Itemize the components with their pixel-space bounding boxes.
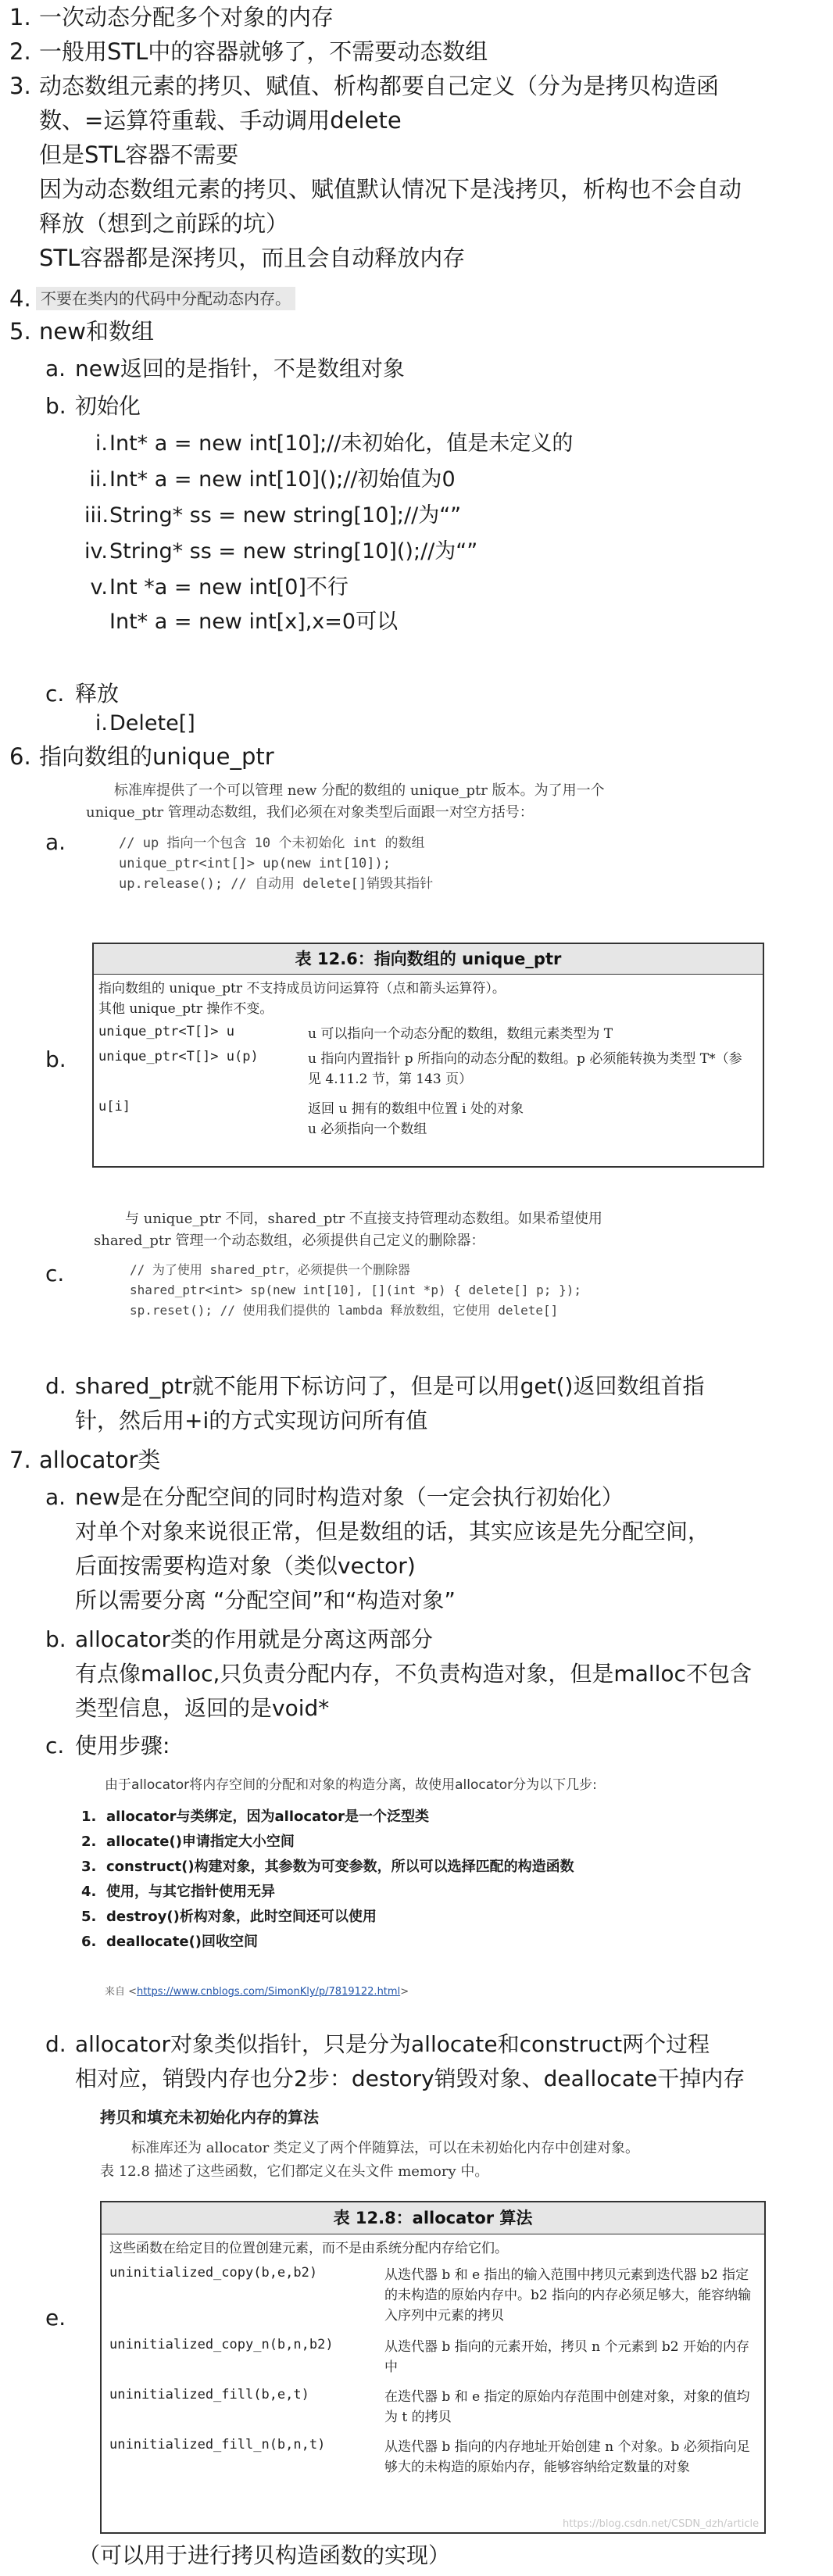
step-num: 3.: [81, 1859, 97, 1875]
table-row: [98, 1049, 755, 1096]
sub-num: c.: [45, 1733, 65, 1758]
code-line: sp.reset(); // 使用我们提供的 lambda 释放数组，它使用 delete[]: [130, 1303, 559, 1318]
item-7a-line: 后面按需要构造对象（类似vector): [75, 1553, 416, 1579]
sub-num: c.: [45, 1261, 65, 1286]
item-5-text: new和数组: [39, 318, 154, 345]
source-line: [105, 1984, 409, 2001]
step-text: construct()构建对象，其参数为可变参数，所以可以选择匹配的构造函数: [106, 1859, 574, 1875]
item-6d-line: 针，然后用+i的方式实现访问所有值: [75, 1408, 428, 1433]
list-num-1: 1.: [9, 4, 31, 30]
sub-num: a.: [45, 829, 66, 855]
table-cell-code: unique_ptr<T[]> u(p): [98, 1049, 259, 1064]
init-line: Int *a = new int[0]不行: [109, 575, 349, 599]
step-num: 6.: [81, 1934, 97, 1950]
roman-num: iv.: [84, 539, 108, 564]
roman-num: v.: [90, 575, 108, 599]
item-1-text: 一次动态分配多个对象的内存: [39, 4, 334, 30]
item-7c-text: 使用步骤:: [75, 1733, 170, 1758]
table-cell-desc: 从迭代器 b 指向的元素开始，拷贝 n 个元素到 b2 开始的内存中: [384, 2339, 749, 2375]
item-7-text: allocator类: [39, 1447, 161, 1473]
list-num-4: 4.: [9, 285, 31, 312]
item-5b-text: 初始化: [75, 393, 141, 419]
step-num: 5.: [81, 1909, 97, 1925]
sub-num: c.: [45, 681, 65, 707]
item-7b-line: 类型信息，返回的是void*: [75, 1695, 330, 1721]
item-6-text: 指向数组的unique_ptr: [39, 743, 274, 770]
code-line: shared_ptr<int> sp(new int[10], [](int *p) { delete[] p; });: [130, 1283, 581, 1297]
roman-num: ii.: [89, 467, 108, 492]
release-line: Delete[]: [109, 711, 195, 735]
init-line: Int* a = new int[10];//未初始化，值是未定义的: [109, 431, 574, 456]
book-text: 表 12.8 描述了这些函数，它们都定义在头文件 memory 中。: [100, 2163, 489, 2180]
code-line: unique_ptr<int[]> up(new int[10]);: [119, 856, 391, 871]
init-line: String* ss = new string[10];//为“”: [109, 503, 462, 528]
init-line: String* ss = new string[10]();//为“”: [109, 539, 478, 564]
step-num: 1.: [81, 1809, 97, 1825]
book-text: 与 unique_ptr 不同，shared_ptr 不直接支持管理动态数组。如果希望使用: [125, 1211, 602, 1227]
book-text: 标准库提供了一个可以管理 new 分配的数组的 unique_ptr 版本。为了用一个: [114, 782, 605, 799]
item-3-line: 释放（想到之前踩的坑）: [39, 210, 289, 237]
sub-num: a.: [45, 1484, 66, 1510]
watermark-text: https://blog.csdn.net/CSDN_dzh/article: [563, 2518, 760, 2530]
sub-num: a.: [45, 356, 66, 381]
table-cell-desc: u 指向内置指针 p 所指向的动态分配的数组。p 必须能转换为类型 T*（参见 4.11.2 节，第 143 页）: [308, 1051, 742, 1087]
roman-num: i.: [95, 711, 108, 735]
list-num-2: 2.: [9, 38, 31, 65]
source-prefix: 来自 <: [105, 1986, 138, 1998]
code-line: // 为了使用 shared_ptr，必须提供一个删除器: [130, 1262, 410, 1277]
step-num: 4.: [81, 1884, 97, 1900]
steps-intro: 由于allocator将内存空间的分配和对象的构造分离，故使用allocator分为以下几步:: [105, 1777, 597, 1793]
table-note: 这些函数在给定目的位置创建元素，而不是由系统分配内存给它们。: [109, 2241, 508, 2256]
list-num-5: 5.: [9, 318, 31, 345]
step-text: deallocate()回收空间: [106, 1934, 259, 1950]
init-line: Int* a = new int[10]();//初始值为0: [109, 467, 456, 492]
roman-num: iii.: [84, 503, 109, 528]
code-line: up.release(); // 自动用 delete[]销毁其指针: [119, 876, 434, 892]
item-7b-line: 有点像malloc,只负责分配内存，不负责构造对象，但是malloc不包含: [75, 1661, 752, 1687]
table-row: [109, 2265, 758, 2331]
table-cell-desc: 在迭代器 b 和 e 指定的原始内存范围中创建对象，对象的值均为 t 的拷贝: [384, 2389, 750, 2425]
item-7d-line: 相对应，销毁内存也分2步：destory销毁对象、deallocate干掉内存: [75, 2066, 745, 2091]
item-4-snippet: 不要在类内的代码中分配动态内存。: [36, 287, 295, 310]
step-text: allocator与类绑定，因为allocator是一个泛型类: [106, 1809, 430, 1825]
table-note: 指向数组的 unique_ptr 不支持成员访问运算符（点和箭头运算符）。: [98, 981, 506, 996]
table-cell-code: uninitialized_copy_n(b,n,b2): [109, 2337, 334, 2352]
source-link[interactable]: https://www.cnblogs.com/SimonKly/p/7819122.html: [137, 1986, 401, 1998]
table-row: [109, 2387, 758, 2431]
list-num-3: 3.: [9, 73, 31, 99]
roman-num: i.: [95, 431, 108, 456]
item-6d-line: shared_ptr就不能用下标访问了，但是可以用get()返回数组首指: [75, 1373, 705, 1399]
item-3-line: 动态数组元素的拷贝、赋值、析构都要自己定义（分为是拷贝构造函: [39, 73, 720, 99]
step-text: 使用，与其它指针使用无异: [106, 1884, 275, 1900]
table-row: [109, 2337, 758, 2381]
table-cell-code: unique_ptr<T[]> u: [98, 1024, 234, 1039]
item-7a-line: 所以需要分离 “分配空间”和“构造对象”: [75, 1587, 456, 1613]
item-5a-text: new返回的是指针，不是数组对象: [75, 356, 405, 381]
table-title: 表 12.8：allocator 算法: [102, 2202, 764, 2234]
source-suffix: >: [400, 1986, 409, 1998]
item-3-line: 但是STL容器不需要: [39, 141, 239, 168]
item-5c-text: 释放: [75, 681, 120, 707]
table-cell-desc: 从迭代器 b 指向的内存地址开始创建 n 个对象。b 必须指向足够大的未构造的原始内存，能够容纳给定数量的对象: [384, 2439, 750, 2475]
book-text: 标准库还为 allocator 类定义了两个伴随算法，可以在未初始化内存中创建对象。: [131, 2140, 640, 2156]
sub-num: b.: [45, 393, 66, 419]
item-2-text: 一般用STL中的容器就够了，不需要动态数组: [39, 38, 488, 65]
sub-num: b.: [45, 1046, 66, 1072]
item-7a-line: new是在分配空间的同时构造对象（一定会执行初始化）: [75, 1484, 624, 1510]
table-cell-code: uninitialized_fill(b,e,t): [109, 2387, 309, 2402]
table-row: [109, 2437, 758, 2503]
item-3-line: 数、=运算符重载、手动调用delete: [39, 107, 402, 134]
book-heading: 拷贝和填充未初始化内存的算法: [100, 2108, 319, 2127]
table-note: 其他 unique_ptr 操作不变。: [98, 1001, 273, 1017]
step-num: 2.: [81, 1834, 97, 1850]
item-7b-line: allocator类的作用就是分离这两部分: [75, 1626, 434, 1652]
code-line: // up 指向一个包含 10 个未初始化 int 的数组: [119, 835, 425, 851]
table-title: 表 12.6：指向数组的 unique_ptr: [94, 944, 763, 975]
item-7d-line: allocator对象类似指针，只是分为allocate和construct两个过程: [75, 2031, 710, 2057]
list-num-6: 6.: [9, 743, 31, 770]
init-line-extra: Int* a = new int[x],x=0可以: [109, 610, 399, 634]
table-cell-desc: 返回 u 拥有的数组中位置 i 处的对象 u 必须指向一个数组: [308, 1101, 524, 1137]
table-cell-desc: u 可以指向一个动态分配的数组，数组元素类型为 T: [308, 1026, 613, 1042]
list-num-7: 7.: [9, 1447, 31, 1473]
sub-num: b.: [45, 1626, 66, 1652]
item-7a-line: 对单个对象来说很正常，但是数组的话，其实应该是先分配空间，: [75, 1519, 710, 1544]
step-text: destroy()析构对象，此时空间还可以使用: [106, 1909, 377, 1925]
sub-num: d.: [45, 1373, 66, 1399]
item-3-line: STL容器都是深拷贝，而且会自动释放内存: [39, 245, 466, 271]
table-row: [98, 1099, 755, 1146]
step-text: allocate()申请指定大小空间: [106, 1834, 295, 1850]
item-3-line: 因为动态数组元素的拷贝、赋值默认情况下是浅拷贝，析构也不会自动: [39, 176, 742, 202]
table-12-8: [100, 2201, 766, 2534]
sub-num: e.: [45, 2305, 66, 2331]
table-12-6: [92, 943, 764, 1168]
book-text: shared_ptr 管理一个动态数组，必须提供自己定义的删除器：: [94, 1233, 485, 1249]
table-cell-desc: 从迭代器 b 和 e 指出的输入范围中拷贝元素到迭代器 b2 指定的未构造的原始内存中。b2 指向的内存必须足够大，能容纳输入序列中元素的拷贝: [384, 2267, 752, 2324]
table-cell-code: uninitialized_copy(b,e,b2): [109, 2265, 318, 2281]
item-7e-footer: （可以用于进行拷贝构造函数的实现）: [78, 2542, 451, 2568]
sub-num: d.: [45, 2031, 66, 2057]
book-text: unique_ptr 管理动态数组，我们必须在对象类型后面跟一对空方括号：: [86, 804, 534, 821]
table-cell-code: u[i]: [98, 1099, 130, 1114]
table-cell-code: uninitialized_fill_n(b,n,t): [109, 2437, 326, 2453]
table-row: [98, 1024, 755, 1047]
